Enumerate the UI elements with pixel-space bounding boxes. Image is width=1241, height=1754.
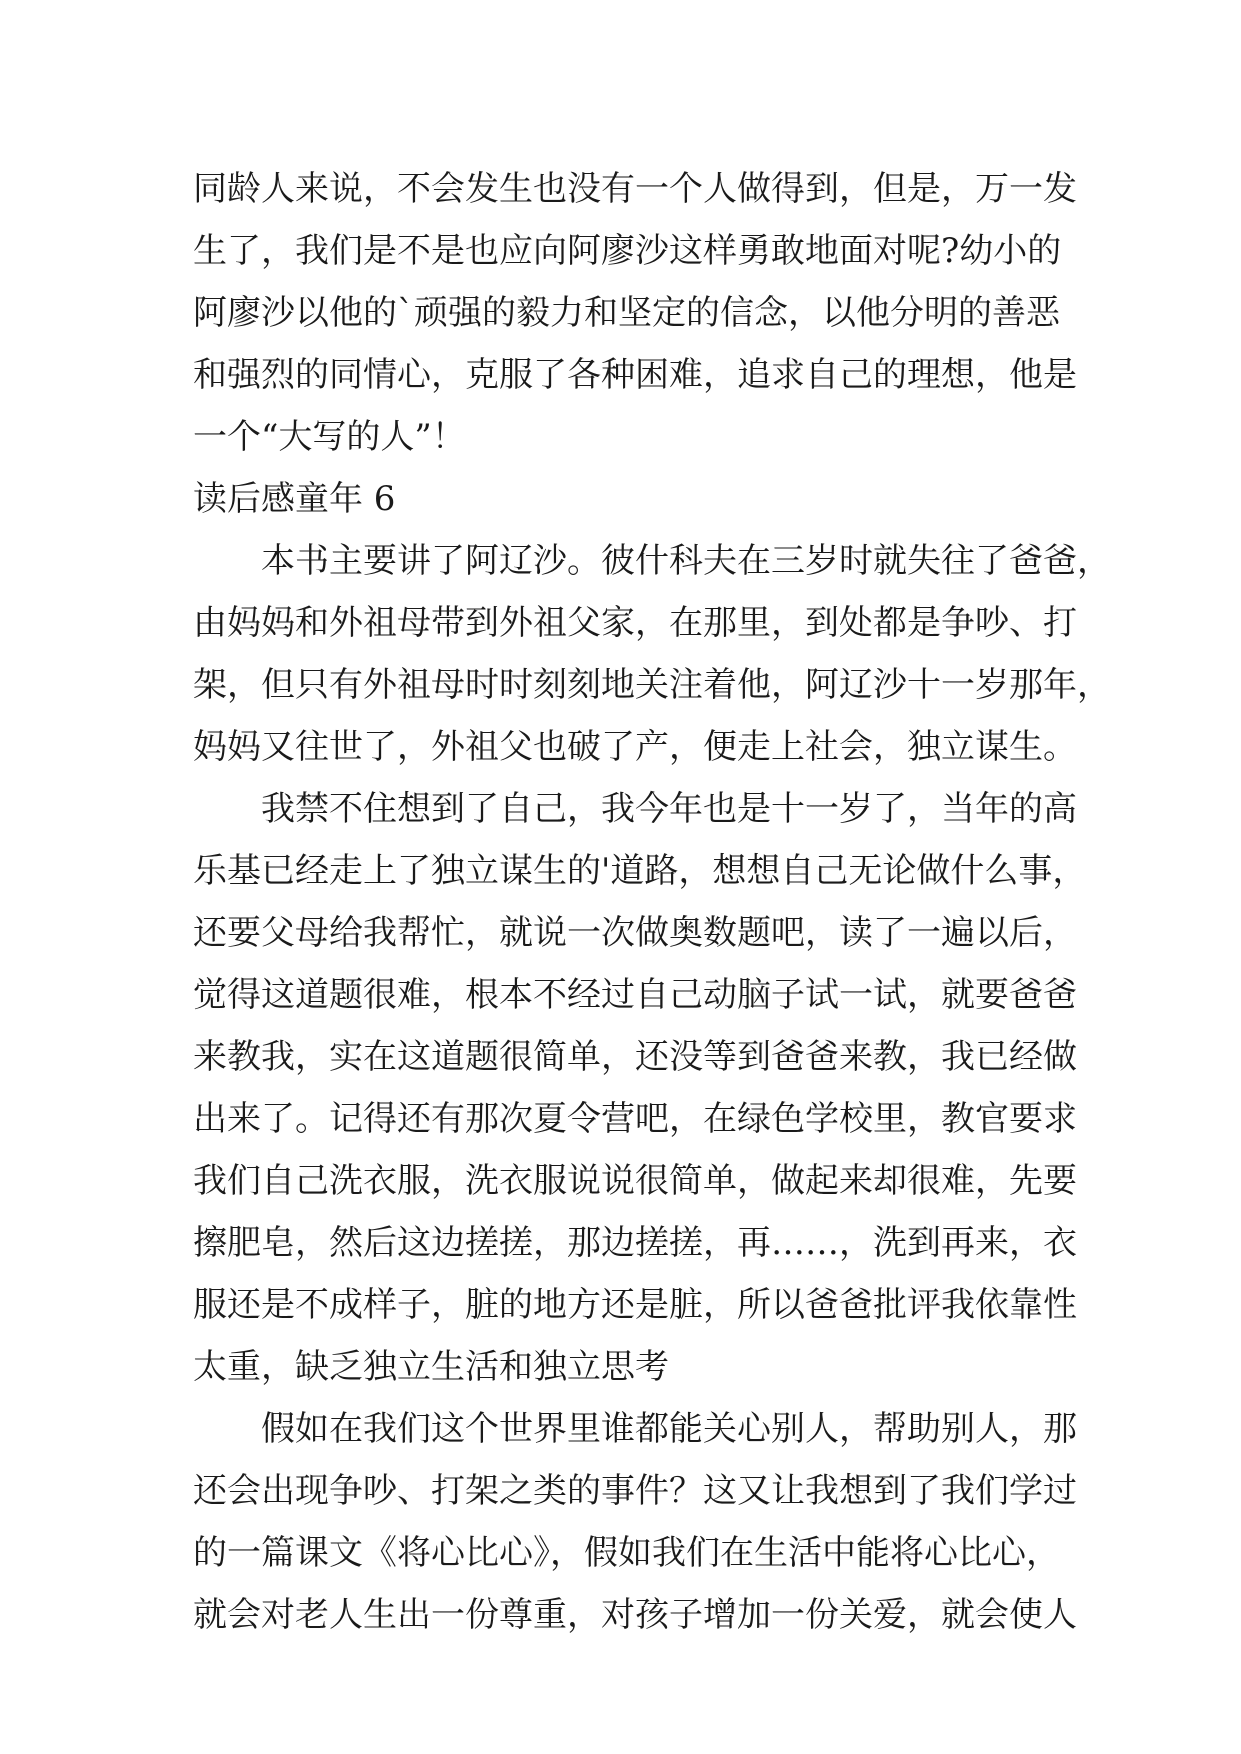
paragraph-1 xyxy=(193,530,1111,778)
text-line: 还会出现争吵、打架之类的事件？这又让我想到了我们学过 xyxy=(193,1471,1077,1511)
text-line: 来教我，实在这道题很简单，还没等到爸爸来教，我已经做 xyxy=(193,1037,1077,1077)
text-line: 的一篇课文《将心比心》，假如我们在生活中能将心比心， xyxy=(193,1533,1060,1573)
text-line: 同龄人来说，不会发生也没有一个人做得到，但是，万一发 xyxy=(193,169,1077,209)
text-line: 擦肥皂，然后这边搓搓，那边搓搓，再……，洗到再来，衣 xyxy=(193,1223,1077,1263)
document-body xyxy=(193,158,1111,1646)
text-line: 和强烈的同情心，克服了各种困难，追求自己的理想，他是 xyxy=(193,355,1077,395)
text-line: 由妈妈和外祖母带到外祖父家，在那里，到处都是争吵、打 xyxy=(193,603,1077,643)
text-line: 妈妈又往世了，外祖父也破了产，便走上社会，独立谋生。 xyxy=(193,727,1077,767)
text-line: 服还是不成样子，脏的地方还是脏，所以爸爸批评我依靠性 xyxy=(193,1285,1077,1325)
text-line: 本书主要讲了阿辽沙。彼什科夫在三岁时就失往了爸爸， xyxy=(261,541,1111,581)
text-line: 阿廖沙以他的`顽强的毅力和坚定的信念，以他分明的善恶 xyxy=(193,293,1060,333)
text-line: 就会对老人生出一份尊重，对孩子增加一份关爱，就会使人 xyxy=(193,1595,1077,1635)
text-line: 生了，我们是不是也应向阿廖沙这样勇敢地面对呢?幼小的 xyxy=(193,231,1062,271)
text-line: 假如在我们这个世界里谁都能关心别人，帮助别人，那 xyxy=(261,1409,1077,1449)
text-line: 太重，缺乏独立生活和独立思考 xyxy=(193,1347,669,1387)
text-line: 觉得这道题很难，根本不经过自己动脑子试一试，就要爸爸 xyxy=(193,975,1077,1015)
text-line: 我禁不住想到了自己，我今年也是十一岁了，当年的高 xyxy=(261,789,1077,829)
text-line: 乐基已经走上了独立谋生的'道路，想想自己无论做什么事， xyxy=(193,851,1087,891)
paragraph-2 xyxy=(193,778,1087,1398)
text-line: 出来了。记得还有那次夏令营吧，在绿色学校里，教官要求 xyxy=(193,1099,1077,1139)
text-line: 我们自己洗衣服，洗衣服说说很简单，做起来却很难，先要 xyxy=(193,1161,1077,1201)
text-line: 还要父母给我帮忙，就说一次做奥数题吧，读了一遍以后， xyxy=(193,913,1077,953)
section-title: 读后感童年 6 xyxy=(193,479,396,519)
intro-paragraph xyxy=(193,158,1077,468)
text-line: 一个“大写的人”！ xyxy=(193,417,466,457)
paragraph-3 xyxy=(193,1398,1077,1646)
text-line: 架，但只有外祖母时时刻刻地关注着他，阿辽沙十一岁那年， xyxy=(193,665,1111,705)
